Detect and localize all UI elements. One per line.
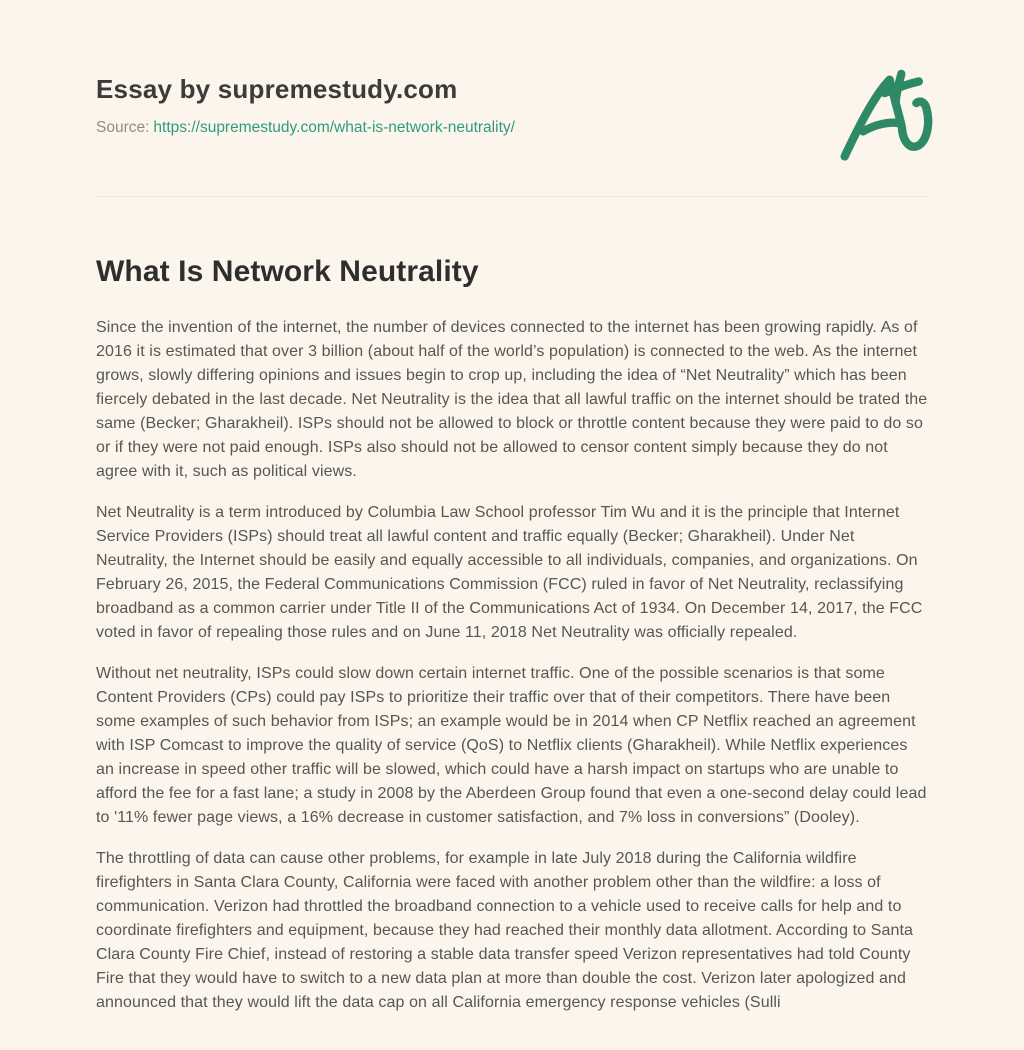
source-row: [96, 118, 929, 137]
page-header: [96, 0, 929, 137]
paragraph-4: The throttling of data can cause other problems, for example in late July 2018 during the California wildfire firefighters in Santa Clara County, California were faced with another problem other than the wildfire: a loss of communication. Verizon had throttled the broadband connection to a vehicle used to receive calls for help and to coordinate firefighters and equipment, because they had reached their monthly data allotment. According to Santa Clara County Fire Chief, instead of restoring a stable data transfer speed Verizon representatives had told County Fire that they would have to switch to a new data plan at more than double the cost. Verizon later apologized and announced that they would lift the data cap on all California emergency response vehicles (Sulli: [96, 850, 914, 1011]
essay-content: [96, 254, 929, 1015]
a-plus-logo: [838, 66, 938, 166]
header-divider: [96, 196, 929, 197]
source-label: Source:: [96, 119, 150, 136]
essay-by-title: Essay by supremestudy.com: [96, 74, 458, 104]
essay-title: What Is Network Neutrality: [96, 255, 479, 288]
paragraph-3: Without net neutrality, ISPs could slow down certain internet traffic. One of the possible scenarios is that some Content Providers (CPs) could pay ISPs to prioritize their traffic over that of their competitors. There have been some examples of such behavior from ISPs; an example would be in 2014 when CP Netflix reached an agreement with ISP Comcast to improve the quality of service (QoS) to Netflix clients (Gharakheil). While Netflix experiences an increase in speed other traffic will be slowed, which could have a harsh impact on startups who are unable to afford the fee for a fast lane; a study in 2008 by the Aberdeen Group found that even a one-second delay could lead to '11% fewer page views, a 16% decrease in customer satisfaction, and 7% loss in conversions” (Dooley).: [96, 665, 927, 826]
essay-body: [96, 316, 929, 1015]
paragraph-1: Since the invention of the internet, the number of devices connected to the internet has been growing rapidly. As of 2016 it is estimated that over 3 billion (about half of the world’s population) is connected to the web. As the internet grows, slowly differing opinions and issues begin to crop up, including the idea of “Net Neutrality” which has been fiercely debated in the last decade. Net Neutrality is the idea that all lawful traffic on the internet should be trated the same (Becker; Gharakheil). ISPs should not be allowed to block or throttle content because they were paid to do so or if they were not paid enough. ISPs also should not be allowed to censor content simply because they do not agree with it, such as political views.: [96, 319, 928, 480]
source-link[interactable]: https://supremestudy.com/what-is-network-neutrality/: [153, 119, 515, 136]
paragraph-2: Net Neutrality is a term introduced by Columbia Law School professor Tim Wu and it is the principle that Internet Service Providers (ISPs) should treat all lawful content and traffic equally (Becker; Gharakheil). Under Net Neutrality, the Internet should be easily and equally accessible to all individuals, companies, and organizations. On February 26, 2015, the Federal Communications Commission (FCC) ruled in favor of Net Neutrality, reclassifying broadband as a common carrier under Title II of the Communications Act of 1934. On December 14, 2017, the FCC voted in favor of repealing those rules and on June 11, 2018 Net Neutrality was officially repealed.: [96, 504, 923, 641]
